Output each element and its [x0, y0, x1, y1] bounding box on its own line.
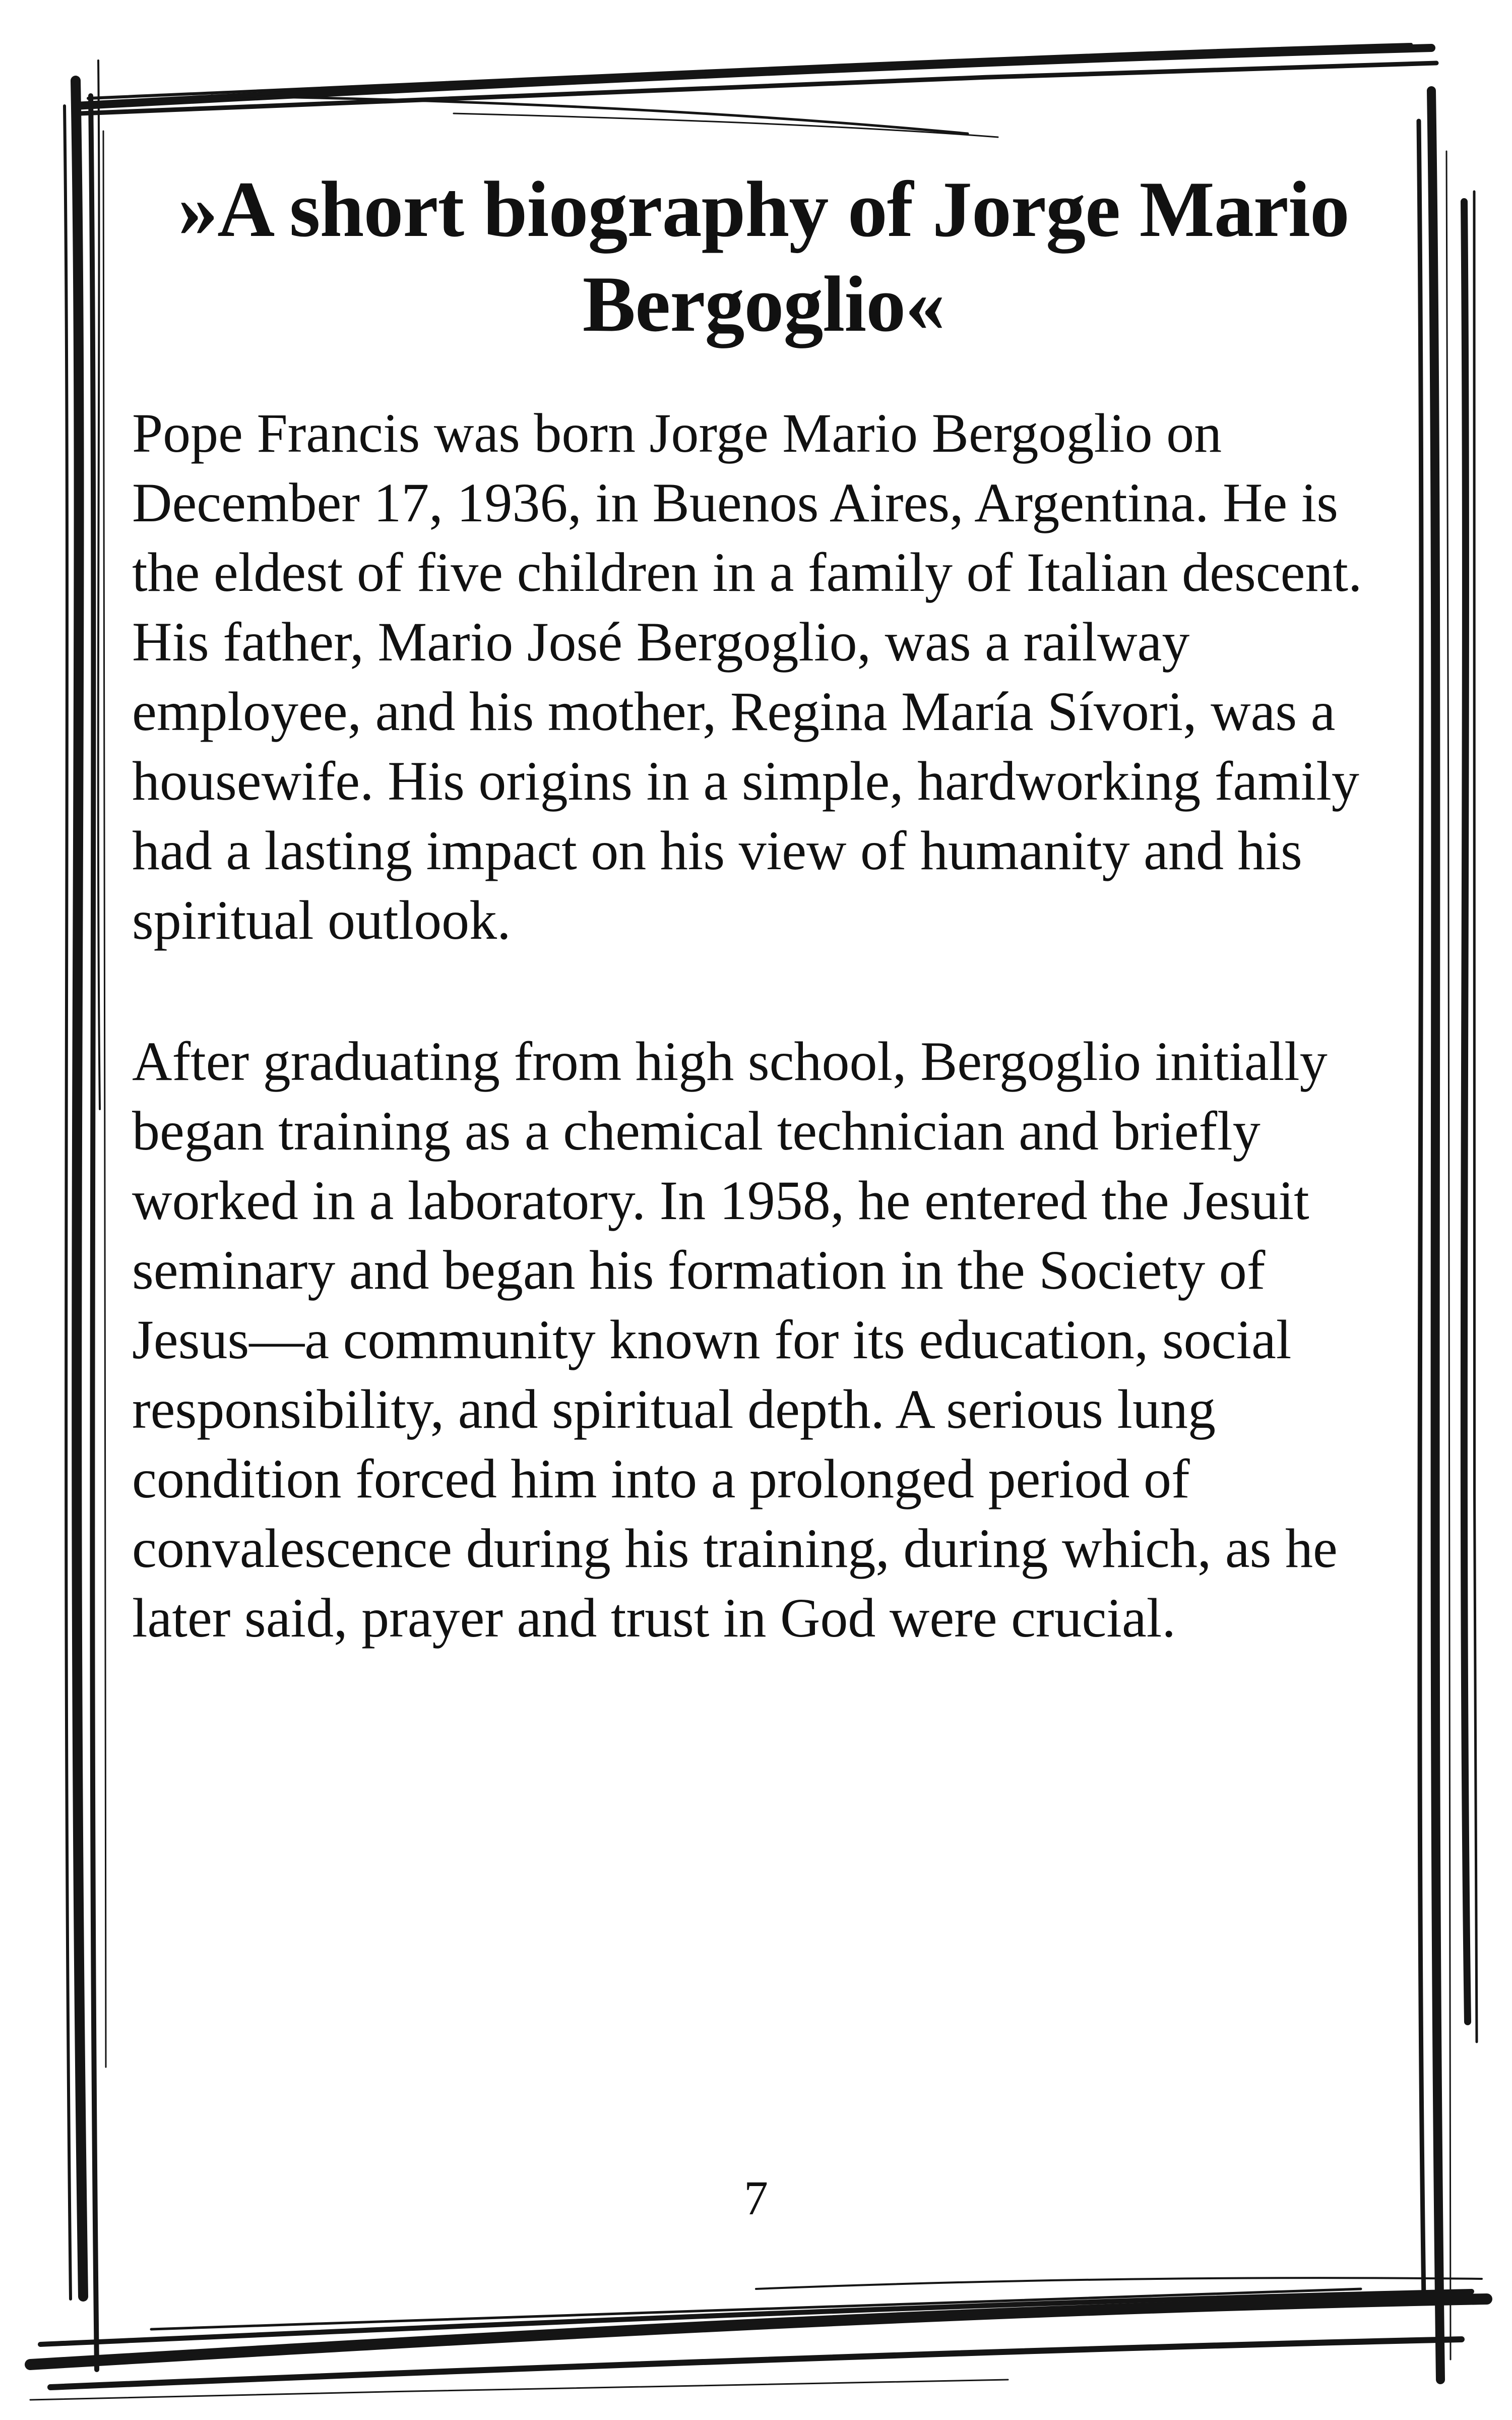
page-title: »A short biography of Jorge Mario Bergoglio«	[178, 165, 1349, 348]
body-text	[132, 398, 1392, 1724]
paragraph-2: After graduating from high school, Bergoglio initially began training as a chemical technician and briefly worked in a laboratory. In 1958, he entered the Jesuit seminary and began his formation in the Society of Jesus—a community known for its education, social responsibility, and spiritual depth. A serious lung condition forced him into a prolonged period of convalescence during his training, during which, as he later said, prayer and trust in God were crucial.	[132, 1031, 1338, 1649]
page-number: 7	[744, 2171, 768, 2225]
paragraph-1: Pope Francis was born Jorge Mario Bergoglio on December 17, 1936, in Buenos Aires, Argentina. He is the eldest of five children in a family of Italian descent. His father, Mario José Bergoglio, was a railway employee, and his mother, Regina María Sívori, was a housewife. His origins in a simple, hardworking family had a lasting impact on his view of humanity and his spiritual outlook.	[132, 402, 1362, 951]
